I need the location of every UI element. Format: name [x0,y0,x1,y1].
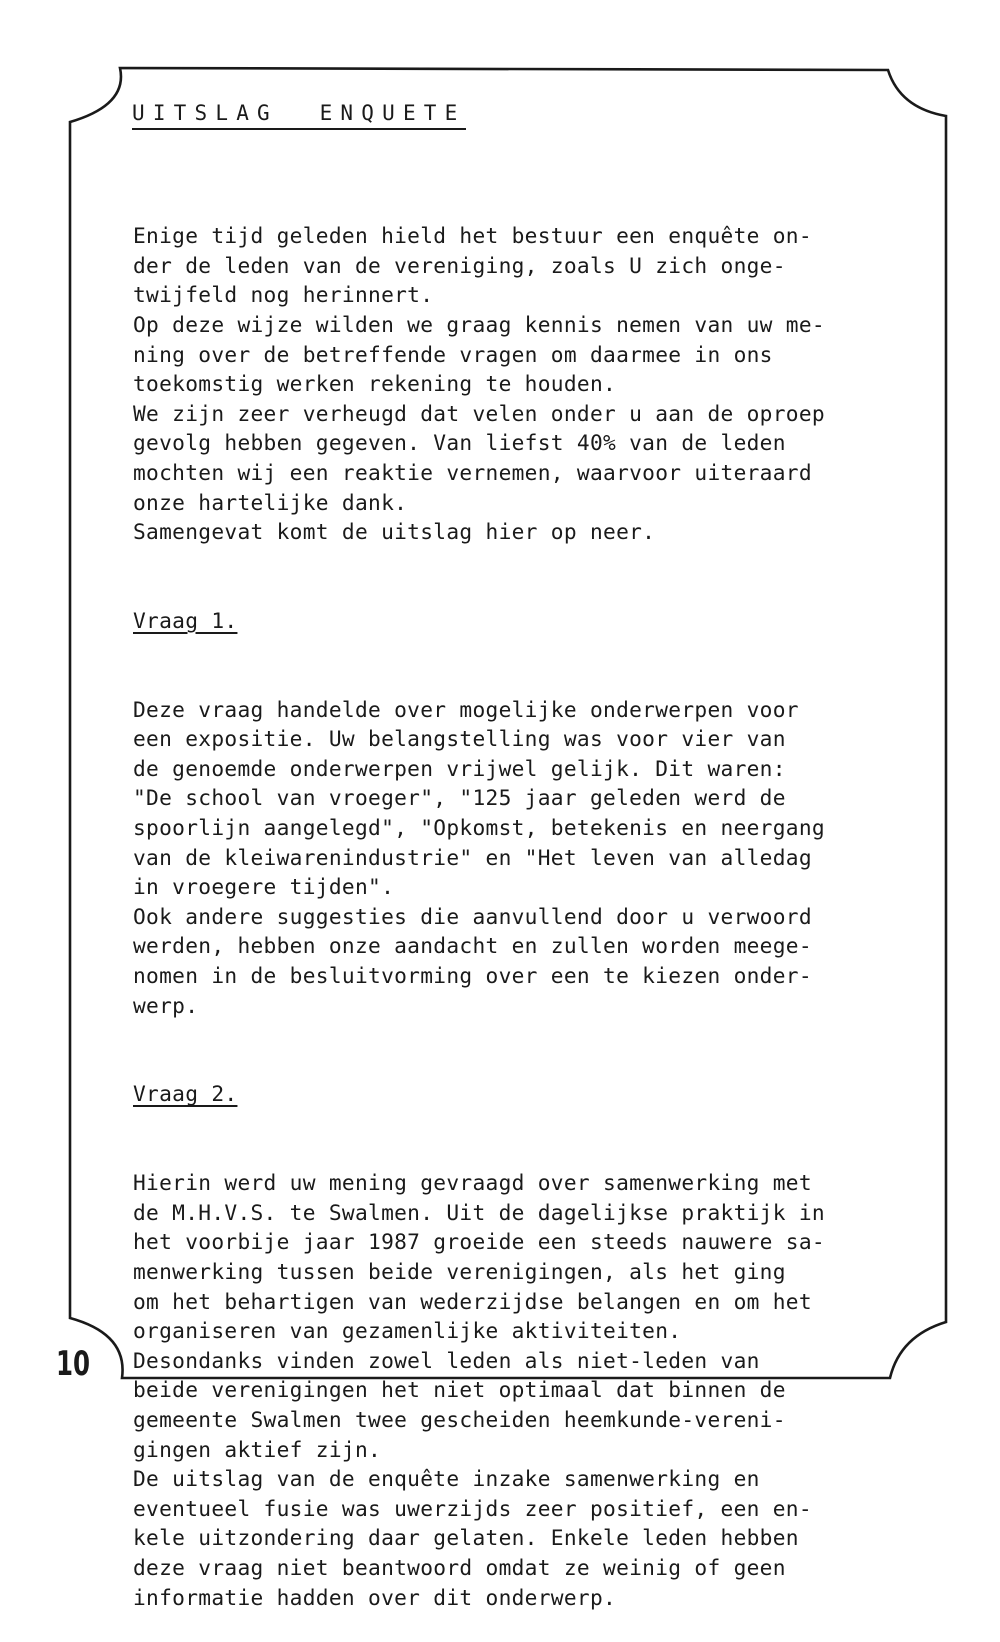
text-line: Hierin werd uw mening gevraagd over samenwerking met [133,1170,812,1196]
text-line: "De school van vroeger", "125 jaar geleden werd de [133,785,786,811]
text-line: twijfeld nog herinnert. [133,282,434,308]
text-line: de M.H.V.S. te Swalmen. Uit de dagelijkse praktijk in [133,1199,825,1225]
text-line: toekomstig werken rekening te houden. [133,371,617,397]
text-line: der de leden van de vereniging, zoals U zich onge- [133,252,786,278]
text-line: informatie hadden over dit onderwerp. [133,1584,617,1610]
text-line: om het behartigen van wederzijdse belangen en om het [133,1288,812,1314]
page-title: UITSLAG ENQUETE [132,100,466,130]
text-line: De uitslag van de enquête inzake samenwerking en [133,1466,760,1492]
text-line: eventueel fusie was uwerzijds zeer positief, een en- [133,1495,812,1521]
page-number: 10 [56,1344,91,1384]
text-line: Desondanks vinden zowel leden als niet-leden van [133,1347,760,1373]
text-line: gemeente Swalmen twee gescheiden heemkunde-vereni- [133,1406,786,1432]
text-line: in vroegere tijden". [133,874,395,900]
text-line: menwerking tussen beide verenigingen, als het ging [133,1258,786,1284]
heading-vraag-1: Vraag 1. [133,607,238,633]
text-line: beide verenigingen het niet optimaal dat binnen de [133,1377,786,1403]
text-line: Enige tijd geleden hield het bestuur een enquête on- [133,223,812,249]
text-line: Op deze wijze wilden we graag kennis nemen van uw me- [133,311,825,337]
text-line: kele uitzondering daar gelaten. Enkele leden hebben [133,1525,799,1551]
text-line: Ook andere suggesties die aanvullend door u verwoord [133,903,812,929]
text-line: het voorbije jaar 1987 groeide een steeds nauwere sa- [133,1229,825,1255]
text-line: We zijn zeer verheugd dat velen onder u aan de oproep [133,400,825,426]
text-line: Samengevat komt de uitslag hier op neer. [133,519,656,545]
heading-vraag-2: Vraag 2. [133,1081,238,1107]
text-line: werp. [133,992,199,1018]
text-line: gevolg hebben gegeven. Van liefst 40% van de leden [133,430,786,456]
paragraph-intro [133,221,913,547]
article-body [133,162,913,1642]
text-line: organiseren van gezamenlijke aktiviteiten. [133,1318,682,1344]
text-line: deze vraag niet beantwoord omdat ze weinig of geen [133,1554,786,1580]
text-line: Deze vraag handelde over mogelijke onderwerpen voor [133,696,799,722]
paragraph-vraag-1 [133,695,913,1021]
text-line: spoorlijn aangelegd", "Opkomst, betekenis en neergang [133,815,825,841]
text-line: mochten wij een reaktie vernemen, waarvoor uiteraard [133,459,812,485]
text-line: gingen aktief zijn. [133,1436,382,1462]
text-line: werden, hebben onze aandacht en zullen worden meege- [133,933,812,959]
paragraph-vraag-2 [133,1168,913,1612]
text-line: nomen in de besluitvorming over een te kiezen onder- [133,963,812,989]
text-line: de genoemde onderwerpen vrijwel gelijk. Dit waren: [133,755,786,781]
text-line: van de kleiwarenindustrie" en "Het leven van alledag [133,844,812,870]
text-line: een expositie. Uw belangstelling was voor vier van [133,726,786,752]
text-line: onze hartelijke dank. [133,489,408,515]
text-line: ning over de betreffende vragen om daarmee in ons [133,341,773,367]
